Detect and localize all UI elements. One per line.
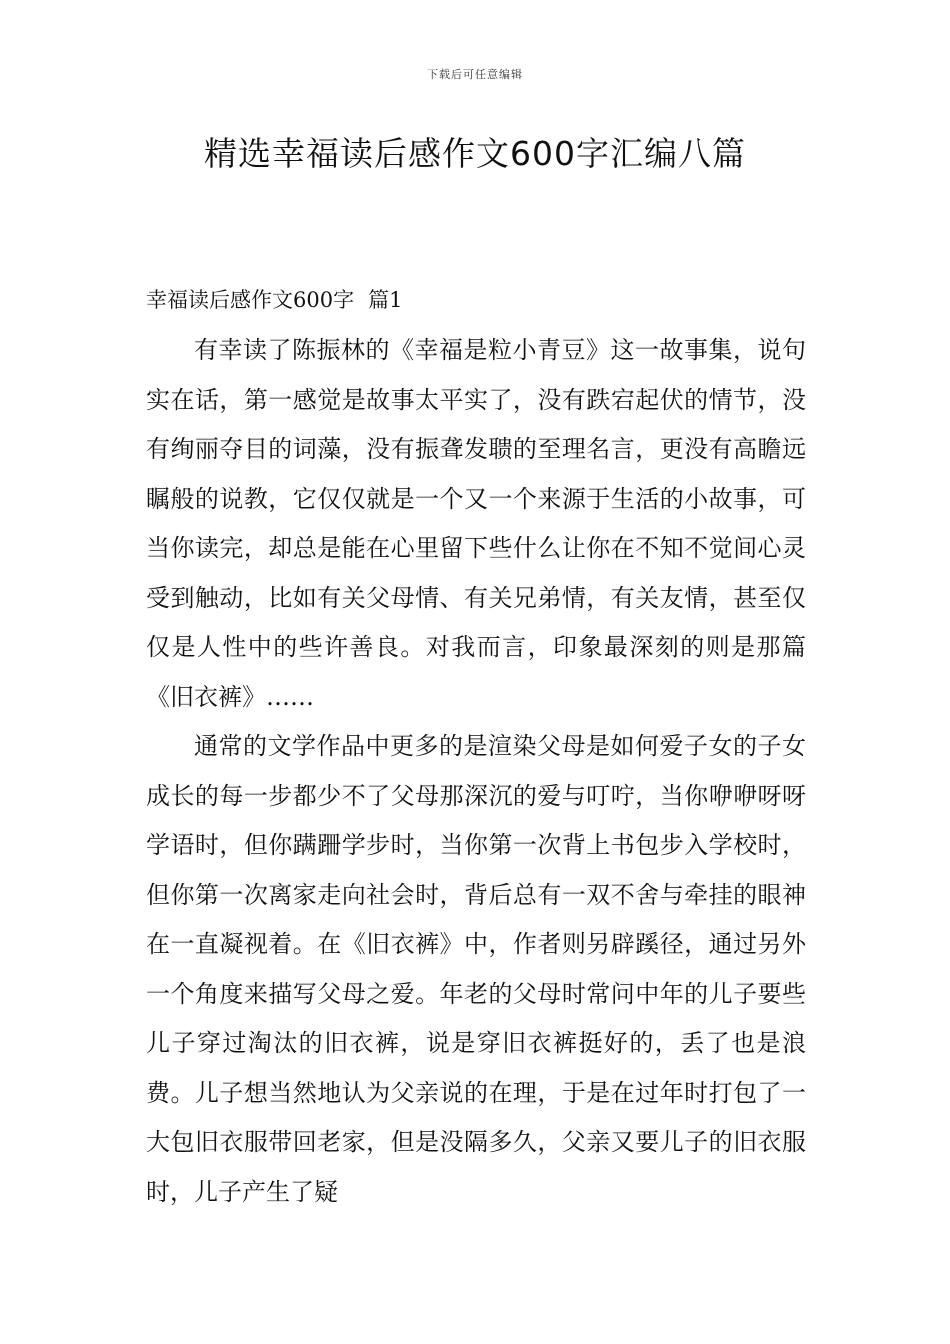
body-text [146, 326, 806, 1217]
paragraph-2: 通常的文学作品中更多的是渲染父母是如何爱子女的子女成长的每一步都少不了父母那深沉的爱与叮咛，当你咿咿呀呀学语时，但你蹒跚学步时，当你第一次背上书包步入学校时，但你第一次离家走向社会时，背后总有一双不舍与牵挂的眼神在一直凝视着。在《旧衣裤》中，作者则另辟蹊径，通过另外一个角度来描写父母之爱。年老的父母时常问中年的儿子要些儿子穿过淘汰的旧衣裤，说是穿旧衣裤挺好的，丢了也是浪费。儿子想当然地认为父亲说的在理，于是在过年时打包了一大包旧衣服带回老家，但是没隔多久，父亲又要儿子的旧衣服时，儿子产生了疑 [146, 732, 806, 1206]
header-note: 下载后可任意编辑 [427, 68, 523, 81]
section-heading-text: 幸福读后感作文600字 [146, 288, 355, 312]
section-heading [146, 284, 402, 314]
section-label: 篇1 [368, 288, 403, 312]
document-title: 精选幸福读后感作文600字汇编八篇 [204, 134, 746, 173]
paragraph-1: 有幸读了陈振林的《幸福是粒小青豆》这一故事集，说句实在话，第一感觉是故事太平实了，没有跌宕起伏的情节，没有绚丽夺目的词藻，没有振聋发聩的至理名言，更没有高瞻远瞩般的说教，它仅仅就是一个又一个来源于生活的小故事，可当你读完，却总是能在心里留下些什么让你在不知不觉间心灵受到触动，比如有关父母情、有关兄弟情，有关友情，甚至仅仅是人性中的些许善良。对我而言，印象最深刻的则是那篇《旧衣裤》…… [146, 336, 806, 711]
